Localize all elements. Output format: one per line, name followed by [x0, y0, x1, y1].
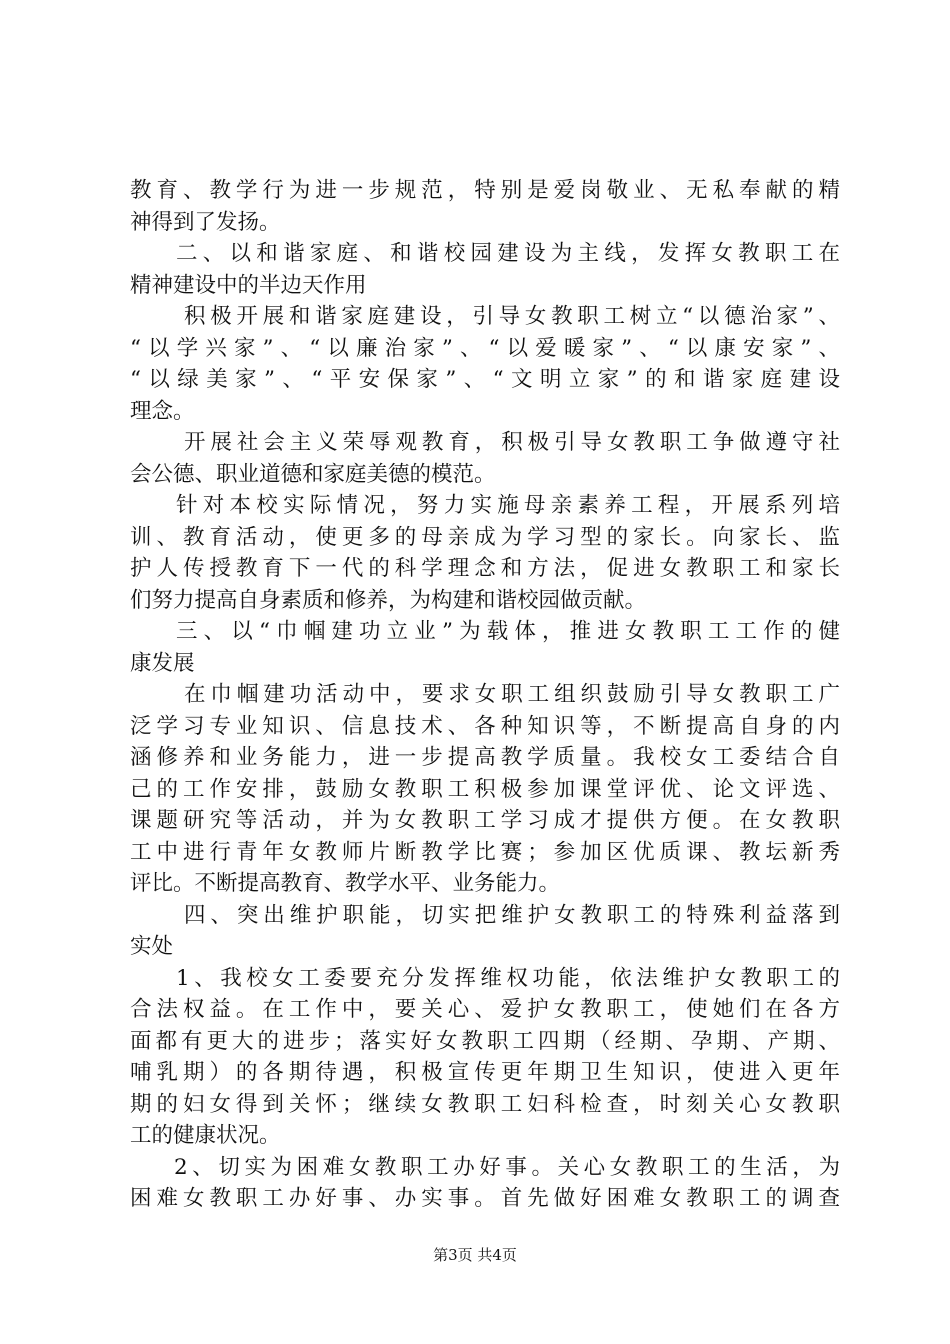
- section-heading: 康发展: [130, 650, 195, 676]
- text-line: 评比。不断提高教育、教学水平、业务能力。: [130, 871, 561, 896]
- text-line: 神得到了发扬。: [130, 209, 281, 235]
- text-line: 面都有更大的进步；落实好女教职工四期（经期、孕期、产期、: [130, 1028, 840, 1054]
- text-line: 2、切实为困难女教职工办好事。关心女教职工的生活，为: [174, 1154, 840, 1180]
- section-heading: 三、以“巾帼建功立业”为载体，推进女教职工工作的健: [176, 619, 840, 644]
- section-heading: 二、以和谐家庭、和谐校园建设为主线，发挥女教职工在: [176, 241, 840, 266]
- page-number-footer: 第3页 共4页: [433, 1246, 517, 1264]
- text-line: 教育、教学行为进一步规范，特别是爱岗敬业、无私奉献的精: [130, 178, 840, 203]
- text-line: 期的妇女得到关怀；继续女教职工妇科检查，时刻关心女教职: [130, 1091, 840, 1117]
- text-line: 课题研究等活动，并为女教职工学习成才提供方便。在女教职: [130, 808, 840, 833]
- text-line: 开展社会主义荣辱观教育，积极引导女教职工争做遵守社: [184, 430, 840, 455]
- section-heading: 精神建设中的半边天作用: [130, 272, 367, 298]
- text-line: 哺乳期）的各期待遇，积极宣传更年期卫生知识，使进入更年: [130, 1060, 840, 1085]
- text-line: 涵修养和业务能力，进一步提高教学质量。我校女工委结合自: [130, 745, 840, 770]
- text-line: 训、教育活动，使更多的母亲成为学习型的家长。向家长、监: [130, 524, 840, 550]
- text-line: 理念。: [130, 398, 195, 424]
- text-line: 困难女教职工办好事、办实事。首先做好困难女教职工的调查: [130, 1186, 840, 1211]
- text-line: 们努力提高自身素质和修养，为构建和谐校园做贡献。: [130, 587, 647, 613]
- text-line: 己的工作安排，鼓励女教职工积极参加课堂评优、论文评选、: [130, 776, 840, 802]
- text-line: 合法权益。在工作中，要关心、爱护女教职工，使她们在各方: [130, 997, 840, 1022]
- text-line: 积极开展和谐家庭建设，引导女教职工树立“以德治家”、: [184, 304, 840, 329]
- section-heading: 四、突出维护职能，切实把维护女教职工的特殊利益落到: [184, 902, 840, 928]
- text-line: “以学兴家”、“以廉治家”、“以爱暖家”、“以康安家”、: [130, 335, 840, 361]
- text-line: 1、我校女工委要充分发挥维权功能，依法维护女教职工的: [176, 965, 840, 991]
- text-line: 工的健康状况。: [130, 1123, 281, 1148]
- text-line: 在巾帼建功活动中，要求女职工组织鼓励引导女教职工广: [184, 682, 840, 707]
- text-line: 工中进行青年女教师片断教学比赛；参加区优质课、教坛新秀: [130, 839, 840, 865]
- section-heading: 实处: [130, 934, 174, 959]
- document-body: [130, 175, 840, 1215]
- text-line: 泛学习专业知识、信息技术、各种知识等，不断提高自身的内: [130, 713, 840, 739]
- text-line: 护人传授教育下一代的科学理念和方法，促进女教职工和家长: [130, 556, 840, 581]
- text-line: 会公德、职业道德和家庭美德的模范。: [130, 461, 496, 487]
- text-line: “以绿美家”、“平安保家”、“文明立家”的和谐家庭建设: [130, 367, 840, 392]
- text-line: 针对本校实际情况，努力实施母亲素养工程，开展系列培: [176, 493, 840, 518]
